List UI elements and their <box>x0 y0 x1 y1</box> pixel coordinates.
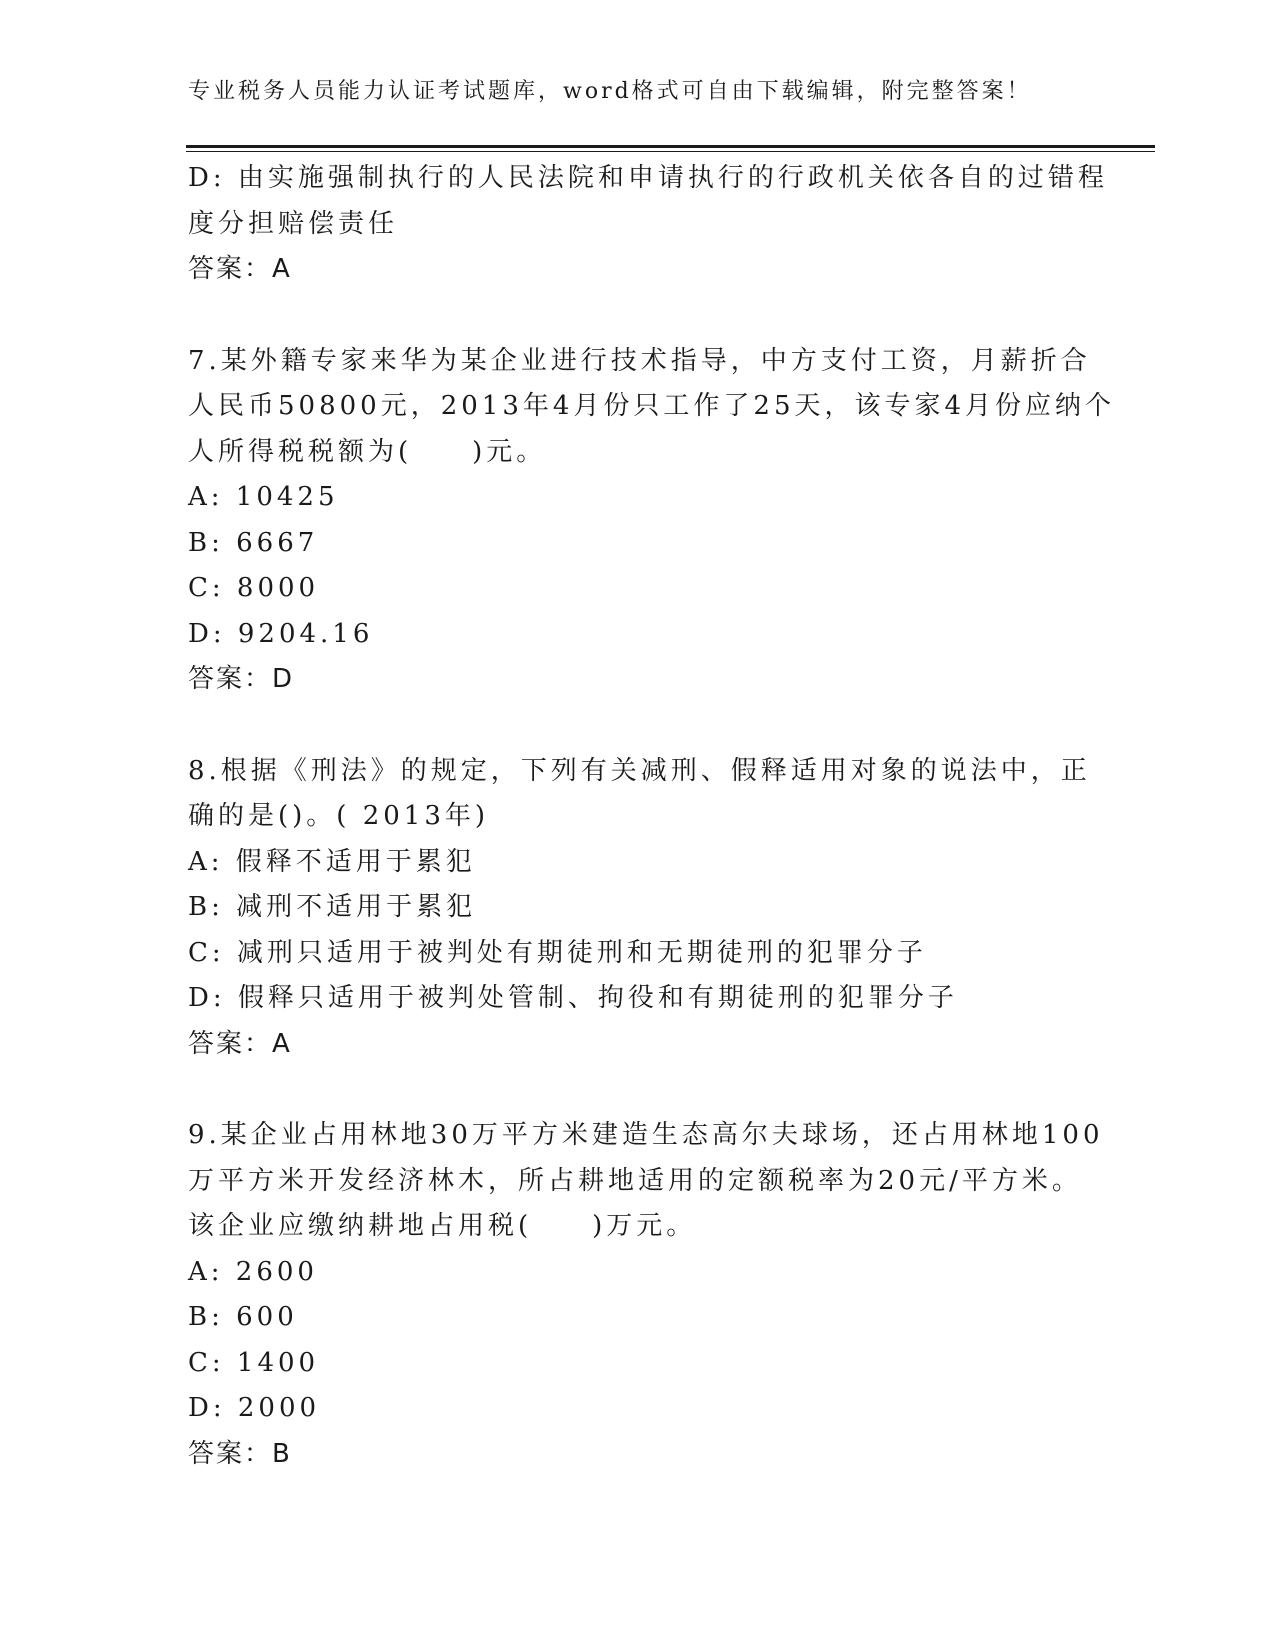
page-header: 专业税务人员能力认证考试题库，word格式可自由下载编辑，附完整答案！ <box>188 79 1032 104</box>
answer-label: 答案：B <box>188 1438 292 1469</box>
question-stem-line-1: 8.根据《刑法》的规定，下列有关减刑、假释适用对象的说法中，正 <box>188 755 1091 786</box>
option-b: B: 减刑不适用于累犯 <box>188 892 477 922</box>
header-rule-thin <box>186 151 1155 152</box>
question-stem-line-2: 确的是()。( 2013年) <box>188 801 490 831</box>
option-c: C: 1400 <box>188 1347 320 1378</box>
answer-label: 答案：D <box>188 664 295 694</box>
option-a: A: 2600 <box>188 1256 318 1287</box>
question-spacer <box>188 1067 1088 1113</box>
option-b: B: 600 <box>188 1302 298 1332</box>
question-stem-line-2: 人民币50800元，2013年4月份只工作了25天，该专家4月份应纳个 <box>188 391 1116 421</box>
question-stem-line-3: 该企业应缴纳耕地占用税( )万元。 <box>188 1211 697 1241</box>
answer-label: 答案：A <box>188 1028 292 1059</box>
question-stem-line-2: 万平方米开发经济林木，所占耕地适用的定额税率为20元/平方米。 <box>188 1165 1082 1196</box>
question-8 <box>188 749 1091 1068</box>
answer-label: 答案：A <box>188 254 292 284</box>
question-stem-line-3: 人所得税税额为( )元。 <box>188 436 547 467</box>
option-a: A: 假释不适用于累犯 <box>188 846 476 877</box>
option-d-line-2: 度分担赔偿责任 <box>188 208 399 239</box>
option-d-line-1: D: 由实施强制执行的人民法院和申请执行的行政机关依各自的过错程 <box>188 163 1108 193</box>
question-7 <box>188 339 1116 703</box>
option-c: C: 8000 <box>188 573 320 603</box>
question-9 <box>188 1113 1104 1477</box>
question-spacer <box>188 293 1088 339</box>
option-d: D: 9204.16 <box>188 618 374 649</box>
option-c: C: 减刑只适用于被判处有期徒刑和无期徒刑的犯罪分子 <box>188 937 927 968</box>
option-b: B: 6667 <box>188 527 319 558</box>
question-spacer <box>188 703 1088 749</box>
question-stem-line-1: 7.某外籍专家来华为某企业进行技术指导，中方支付工资，月薪折合 <box>188 345 1091 376</box>
header-rule-thick <box>186 145 1155 148</box>
prev-question-tail <box>188 156 1108 293</box>
option-a: A: 10425 <box>188 482 339 512</box>
question-stem-line-1: 9.某企业占用林地30万平方米建造生态高尔夫球场，还占用林地100 <box>188 1120 1104 1150</box>
question-list <box>188 156 1116 1477</box>
option-d: D: 假释只适用于被判处管制、拘役和有期徒刑的犯罪分子 <box>188 983 958 1013</box>
option-d: D: 2000 <box>188 1393 321 1423</box>
